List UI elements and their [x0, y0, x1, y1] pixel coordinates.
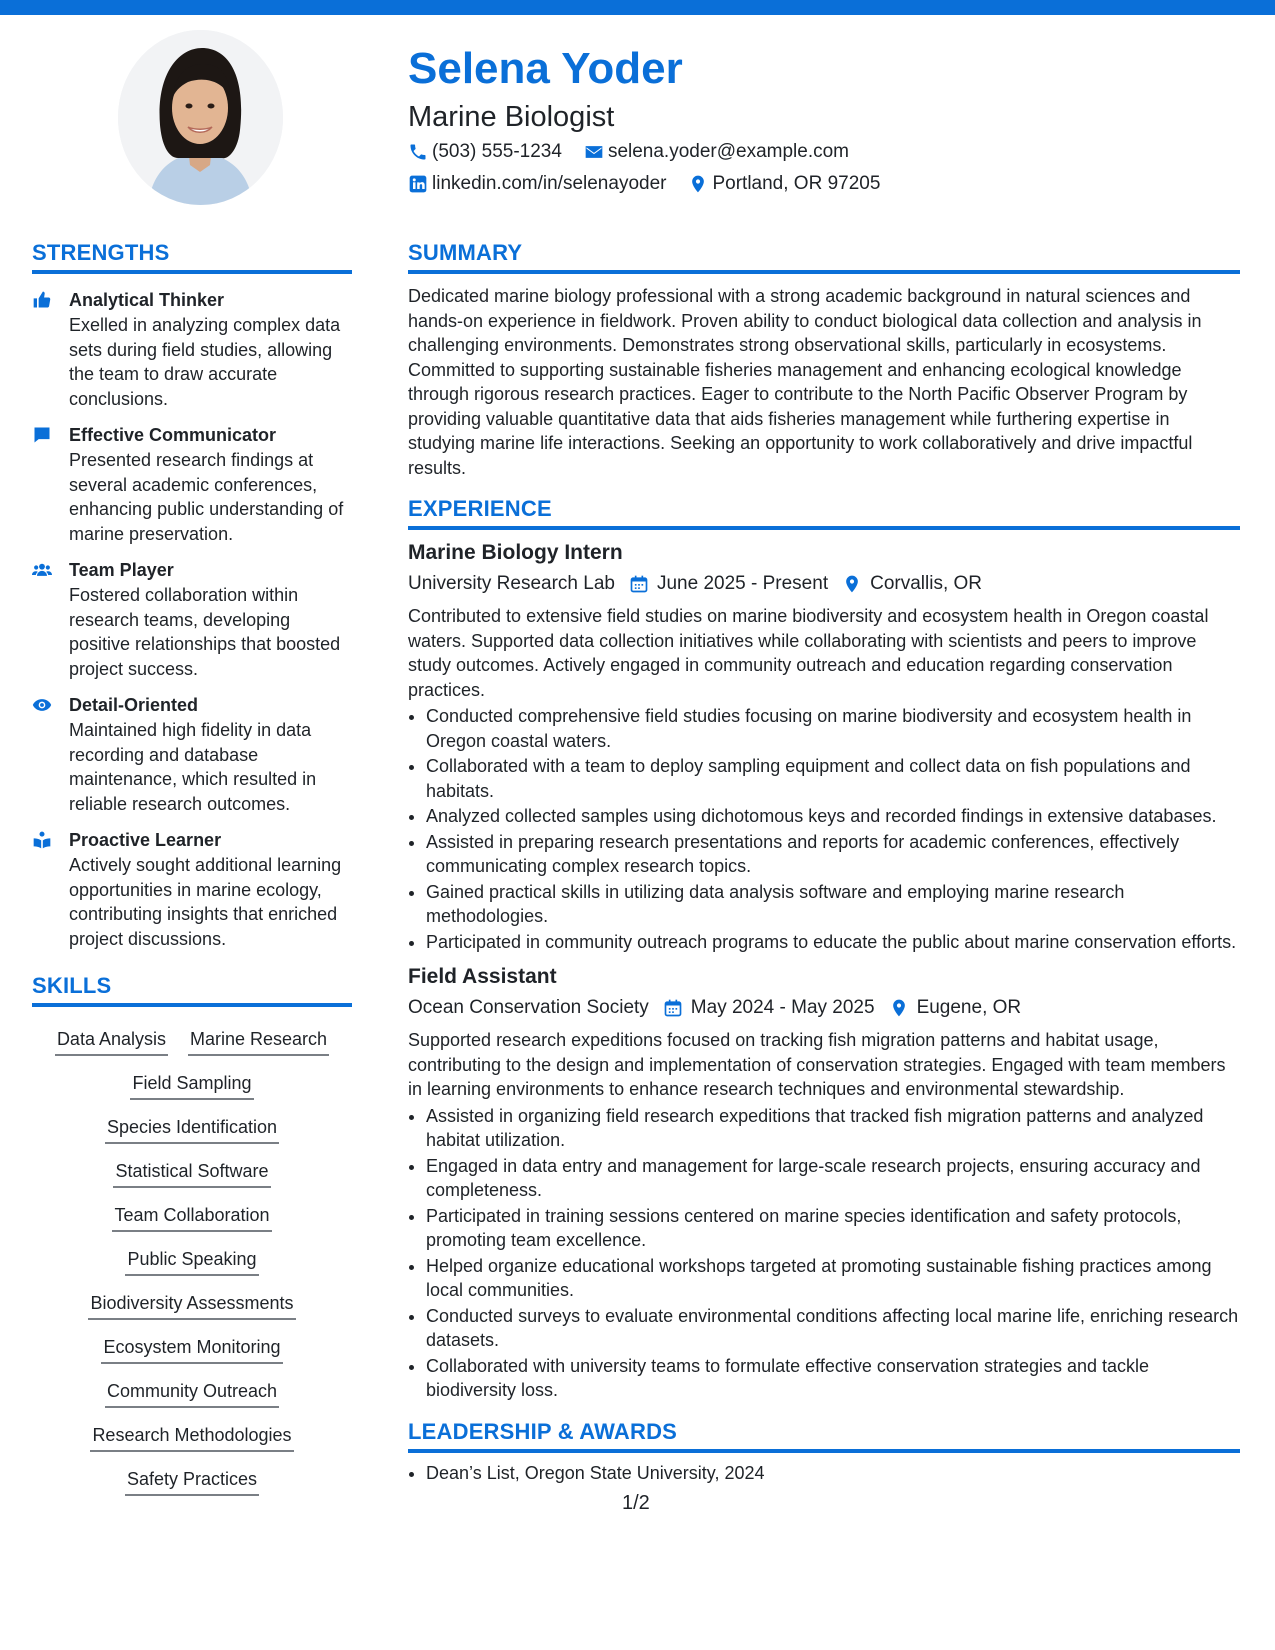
skill-tag: Public Speaking — [125, 1246, 258, 1276]
list-item: • Participated in community outreach programs to educate the public about marine conservation efforts. — [426, 930, 1240, 955]
speech-bubble-icon — [32, 423, 69, 546]
job-meta — [408, 992, 1240, 1024]
location-contact — [688, 168, 880, 200]
skill-tag: Species Identification — [105, 1114, 279, 1144]
linkedin-icon — [408, 174, 428, 194]
book-reader-icon — [32, 828, 69, 951]
experience-heading: EXPERIENCE — [408, 496, 1240, 530]
job-entry — [408, 962, 1240, 1403]
strength-item — [32, 423, 352, 546]
map-pin-icon — [688, 174, 708, 194]
job-location-wrap — [842, 568, 982, 600]
strength-desc: Presented research findings at several academic conferences, enhancing public understanding of marine preservation. — [69, 450, 344, 544]
job-dates: June 2025 - Present — [656, 573, 829, 594]
list-item: • Engaged in data entry and management for large-scale research projects, ensuring accuracy and completeness. — [426, 1154, 1240, 1203]
skill-tag: Data Analysis — [55, 1026, 168, 1056]
skill-tag: Statistical Software — [113, 1158, 270, 1188]
list-item: • Collaborated with a team to deploy sampling equipment and collect data on fish populations and habitats. — [426, 754, 1240, 803]
job-org: University Research Lab — [408, 573, 615, 594]
phone-contact[interactable] — [408, 136, 562, 168]
left-column — [32, 240, 352, 1503]
job-meta — [408, 568, 1240, 600]
portrait-illustration — [118, 30, 283, 205]
job-dates-wrap — [629, 568, 828, 600]
job-org: Ocean Conservation Society — [408, 997, 649, 1018]
map-pin-icon — [842, 574, 862, 594]
strengths-heading: STRENGTHS — [32, 240, 352, 274]
skill-tag: Research Methodologies — [90, 1422, 293, 1452]
envelope-icon — [584, 142, 604, 162]
skills-heading: SKILLS — [32, 973, 352, 1007]
skill-tag: Community Outreach — [105, 1378, 279, 1408]
job-position: Field Assistant — [408, 965, 557, 988]
awards-list — [408, 1461, 1240, 1486]
strength-title: Detail-Oriented — [69, 695, 199, 715]
job-position: Marine Biology Intern — [408, 541, 623, 564]
strength-title: Proactive Learner — [69, 830, 222, 850]
job-title: Marine Biologist — [408, 101, 615, 133]
job-description: Contributed to extensive field studies on marine biodiversity and ecosystem health in Oregon coastal waters. Supported data collection initiatives while collaborating with scientists and peers to improve study outcomes. Actively engaged in community outreach and education regarding conservation practices. — [408, 606, 1209, 700]
strength-title: Effective Communicator — [69, 425, 277, 445]
linkedin-text: linkedin.com/in/selenayoder — [432, 173, 667, 194]
phone-text: (503) 555-1234 — [432, 141, 562, 162]
list-item: • Gained practical skills in utilizing data analysis software and employing marine research methodologies. — [426, 880, 1240, 929]
location-text: Portland, OR 97205 — [712, 173, 881, 194]
profile-photo — [118, 30, 283, 205]
strength-title: Analytical Thinker — [69, 290, 225, 310]
strength-desc: Exelled in analyzing complex data sets during field studies, allowing the team to draw accurate conclusions. — [69, 315, 341, 409]
skill-tag: Biodiversity Assessments — [88, 1290, 295, 1320]
strength-desc: Fostered collaboration within research teams, developing positive relationships that boosted project success. — [69, 585, 341, 679]
right-column — [408, 240, 1240, 1486]
job-dates: May 2024 - May 2025 — [690, 997, 875, 1018]
strength-item — [32, 693, 352, 816]
summary-text: Dedicated marine biology professional with a strong academic background in natural sciences and hands-on experience in fieldwork. Proven ability to conduct biological data collection and analysis in challenging environments. Demonstrates strong observational skills, particularly in ecosystems. Committed to supporting sustainable fisheries management and enhancing ecological knowledge through rigorous research practices. Eager to contribute to the North Pacific Observer Program by providing valuable quantitative data that aids fisheries management while furthering expertise in studying marine life interactions. Seeking an opportunity to work collaboratively and drive impactful results. — [408, 286, 1202, 478]
job-description: Supported research expeditions focused on tracking fish migration patterns and habitat usage, contributing to the design and implementation of conservation strategies. Engaged with team members in learning environments to enhance research techniques and environmental stewardship. — [408, 1030, 1226, 1099]
map-pin-icon — [889, 998, 909, 1018]
list-item: • Participated in training sessions centered on marine species identification and safety protocols, promoting team excellence. — [426, 1204, 1240, 1253]
calendar-icon — [629, 574, 649, 594]
contact-row-1 — [408, 136, 1228, 168]
candidate-name: Selena Yoder — [408, 44, 683, 93]
eye-icon — [32, 693, 69, 816]
job-location-wrap — [889, 992, 1022, 1024]
list-item: • Assisted in preparing research presentations and reports for academic conferences, effectively communicating complex research topics. — [426, 830, 1240, 879]
strength-item — [32, 828, 352, 951]
linkedin-contact[interactable] — [408, 168, 666, 200]
job-location: Corvallis, OR — [870, 573, 983, 594]
top-accent-bar — [0, 0, 1275, 15]
email-contact[interactable] — [584, 136, 849, 168]
list-item: • Collaborated with university teams to formulate effective conservation strategies and tackle biodiversity loss. — [426, 1354, 1240, 1403]
job-dates-wrap — [663, 992, 875, 1024]
phone-icon — [408, 142, 428, 162]
job-entry — [408, 538, 1240, 954]
list-item: • Conducted comprehensive field studies focusing on marine biodiversity and ecosystem health in Oregon coastal waters. — [426, 704, 1240, 753]
skill-tag: Field Sampling — [130, 1070, 253, 1100]
resume-header — [408, 40, 1228, 200]
strength-item — [32, 558, 352, 681]
contact-row-2 — [408, 168, 1228, 200]
list-item: • Assisted in organizing field research expeditions that tracked fish migration patterns and analyzed habitat utilization. — [426, 1104, 1240, 1153]
job-bullets — [408, 1104, 1240, 1403]
job-bullets — [408, 704, 1240, 954]
list-item: • Dean’s List, Oregon State University, 2024 — [426, 1461, 1240, 1486]
job-location: Eugene, OR — [916, 997, 1022, 1018]
summary-heading: SUMMARY — [408, 240, 1240, 274]
calendar-icon — [663, 998, 683, 1018]
page-number: 1/2 — [622, 1492, 650, 1514]
thumbs-up-icon — [32, 288, 69, 411]
email-text: selena.yoder@example.com — [607, 141, 850, 162]
strength-desc: Maintained high fidelity in data recording and database maintenance, which resulted in reliable research outcomes. — [69, 720, 317, 814]
awards-heading: LEADERSHIP & AWARDS — [408, 1419, 1240, 1453]
list-item: • Conducted surveys to evaluate environmental conditions affecting local marine life, enriching research datasets. — [426, 1304, 1240, 1353]
team-icon — [32, 558, 69, 681]
skills-list — [32, 1019, 352, 1503]
skill-tag: Team Collaboration — [112, 1202, 271, 1232]
strength-title: Team Player — [69, 560, 174, 580]
list-item: • Helped organize educational workshops targeted at promoting sustainable fishing practices among local communities. — [426, 1254, 1240, 1303]
list-item: • Analyzed collected samples using dichotomous keys and recorded findings in extensive databases. — [426, 804, 1240, 829]
strength-desc: Actively sought additional learning opportunities in marine ecology, contributing insights that enriched project discussions. — [69, 855, 342, 949]
skill-tag: Safety Practices — [125, 1466, 259, 1496]
skill-tag: Marine Research — [188, 1026, 329, 1056]
skill-tag: Ecosystem Monitoring — [101, 1334, 282, 1364]
strength-item — [32, 288, 352, 411]
